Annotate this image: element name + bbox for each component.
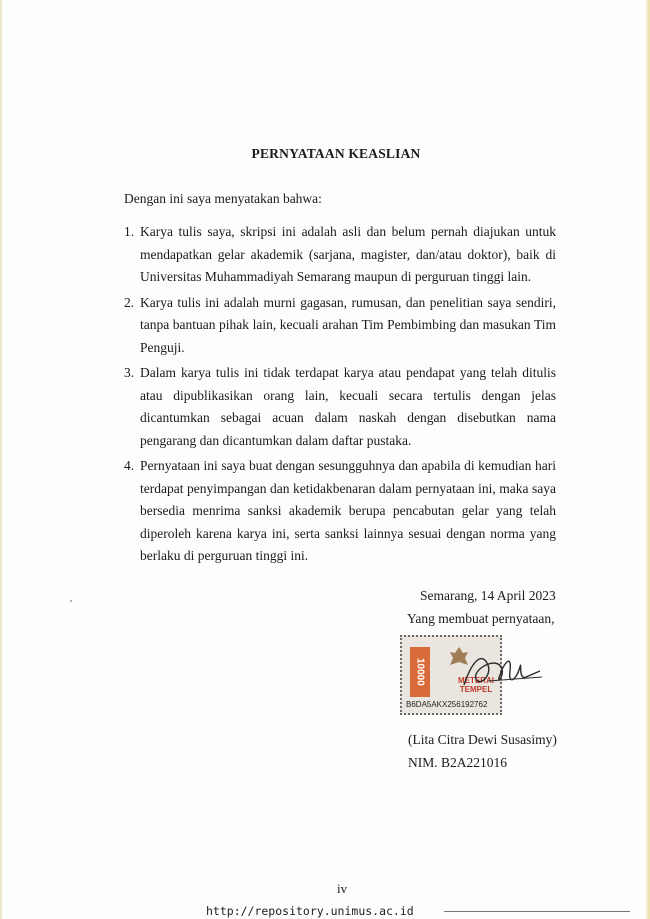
item-number: 3. bbox=[124, 365, 135, 380]
statement-item bbox=[124, 292, 556, 360]
item-number: 4. bbox=[124, 458, 135, 473]
statement-list bbox=[124, 221, 556, 571]
scan-speck bbox=[70, 600, 72, 602]
statement-item bbox=[124, 362, 556, 452]
document-title: PERNYATAAN KEASLIAN bbox=[251, 146, 421, 161]
page-edge-right bbox=[646, 0, 650, 919]
item-number: 1. bbox=[124, 224, 135, 239]
item-text: Pernyataan ini saya buat dengan sesungguhnya dan apabila di kemudian hari terdapat penyimpangan dan ketidakbenaran dalam pernyataan ini, maka saya bersedia menrima sanksi akademik berupa pencabutan gelar yang telah diperoleh karena karya ini, serta sanksi lainnya sesuai dengan norma yang berlaku di perguruan tinggi ini. bbox=[140, 458, 556, 563]
stamp-label-line1: METERAI bbox=[458, 676, 494, 685]
item-text: Karya tulis ini adalah murni gagasan, rumusan, dan penelitian saya sendiri, tanpa bantuan pihak lain, kecuali arahan Tim Pembimbing dan masukan Tim Penguji. bbox=[140, 294, 556, 355]
stamp-serial: B6DA5AKX256192762 bbox=[406, 700, 488, 709]
page-edge-left bbox=[0, 0, 2, 919]
item-number: 2. bbox=[124, 294, 135, 310]
place-date: Semarang, 14 April 2023 bbox=[420, 588, 556, 603]
signer-nim: NIM. B2A221016 bbox=[408, 755, 508, 770]
intro-text: Dengan ini saya menyatakan bahwa: bbox=[124, 191, 322, 206]
signer-name: (Lita Citra Dewi Susasimy) bbox=[408, 732, 557, 747]
signature-icon bbox=[458, 641, 542, 701]
item-text: Karya tulis saya, skripsi ini adalah asli dan belum pernah diajukan untuk mendapatkan gelar akademik (sarjana, magister, dan/atau doktor), baik di Universitas Muhammadiyah Semarang maupun di perguruan tinggi lain. bbox=[140, 224, 556, 284]
maker-label: Yang membuat pernyataan, bbox=[407, 611, 555, 626]
signature-block bbox=[400, 635, 542, 717]
item-text: Dalam karya tulis ini tidak terdapat karya atau pendapat yang telah ditulis atau dipublikasikan orang lain, kecuali secara tertulis dengan jelas dicantumkan sebagai acuan dalam naskah dengan disebutkan nama pengarang dan dicantumkan dalam daftar pustaka. bbox=[140, 365, 556, 448]
footer-line bbox=[444, 911, 630, 912]
stamp-value: 10000 bbox=[410, 647, 430, 697]
statement-item bbox=[124, 455, 556, 568]
page-number: iv bbox=[337, 881, 348, 896]
statement-item bbox=[124, 221, 556, 289]
footer-url: http://repository.unimus.ac.id bbox=[206, 904, 414, 918]
stamp-label-line2: TEMPEL bbox=[459, 685, 493, 694]
